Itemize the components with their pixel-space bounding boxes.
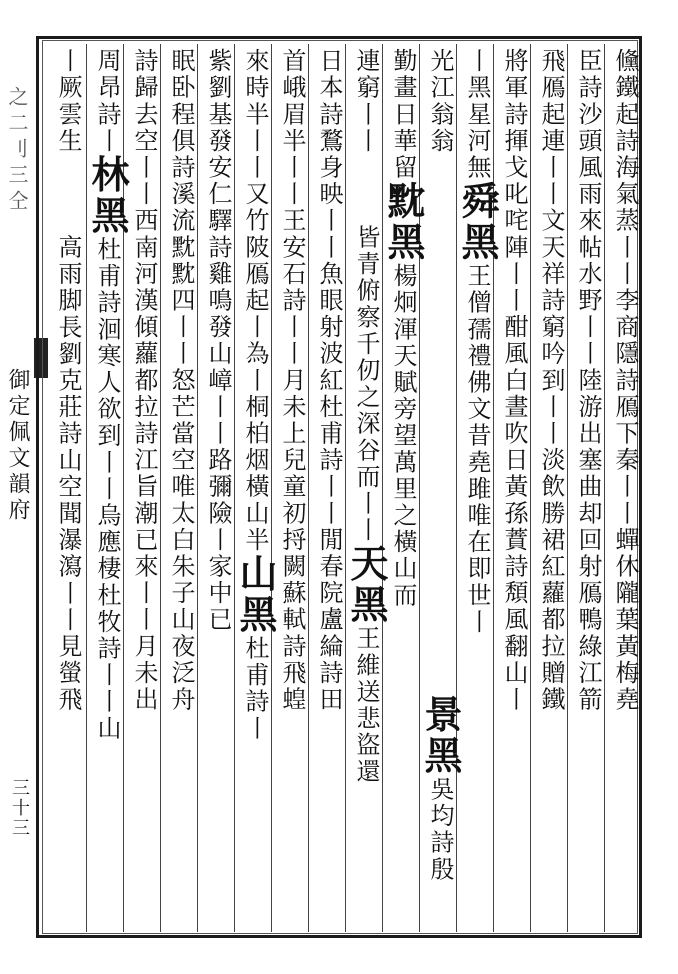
column-text: 連窮丨丨 <box>352 48 380 155</box>
column-text: 勤畫日華留 <box>389 48 417 181</box>
column-text: 悲盜還 <box>352 705 380 786</box>
column-text: 光江翁翁 <box>426 48 454 155</box>
text-column <box>198 48 238 932</box>
text-column <box>455 48 500 932</box>
edge-text: 之二刂三仝 <box>5 86 29 216</box>
column-text: 皆青俯察千仞之深谷而丨丨 <box>352 224 380 544</box>
text-column: 詩歸去空丨丨西南河漢傾蘿都拉詩江旨潮已來丨丨月未出 <box>130 48 158 713</box>
column-text: 杜甫詩洄寒人欲到丨丨烏應棲杜牧詩丨丨山 <box>93 236 121 742</box>
entry-heading: 天黑 <box>344 543 389 626</box>
entry-heading: 黕黑 <box>381 181 426 263</box>
column-text: 王僧孺禮佛文昔堯雎唯在即世丨 <box>463 263 491 636</box>
text-column <box>85 48 130 932</box>
text-column <box>418 48 463 932</box>
entry-heading: 山黑 <box>233 553 278 636</box>
column-text: 楊炯渾天賦旁望萬里之橫山而 <box>389 263 417 609</box>
column-text: 丨厥雲生 <box>54 48 82 155</box>
text-column: 臣詩沙頭風雨來帖水野丨丨陸游出塞曲却回射鴈鴨綠江箭 <box>574 48 602 713</box>
text-column <box>48 48 88 932</box>
column-text: 來時半丨丨又竹陂鴈起丨為丨桐柏烟橫山半 <box>241 48 269 554</box>
text-column <box>233 48 278 932</box>
text-column <box>344 48 389 932</box>
column-text: 丨家中已 <box>204 526 232 634</box>
text-column: 儵鐵起詩海氣蒸丨丨李商隱詩鴈下秦丨丨蟬休隴葉黃梅堯 <box>611 48 639 713</box>
entry-heading: 舜黑 <box>455 181 500 263</box>
column-text: 紫劉基發安仁驛詩雞鳴發山嶂丨丨路彌險 <box>204 48 232 527</box>
text-column: 首峨眉半丨丨王安石詩丨丨月未上兒童初捋闕蘇軾詩飛蝗 <box>278 48 306 713</box>
book-title: 御定佩文韻府 <box>5 368 30 524</box>
page-margin <box>0 38 34 938</box>
column-text: 杜甫詩丨 <box>241 635 269 742</box>
text-column: 日本詩鶩身映丨丨魚眼射波紅杜甫詩丨丨閒春院盧綸詩田 <box>315 48 343 713</box>
text-column: 眠卧程俱詩溪流黕黕四丨丨怒芒當空唯太白朱子山夜泛舟 <box>167 48 195 713</box>
text-column <box>381 48 426 932</box>
column-text: 王維送 <box>352 625 380 706</box>
column-text: 高雨脚長劉克莊詩山空聞瀑瀉丨丨見螢飛 <box>54 234 82 714</box>
entry-heading: 景黑 <box>418 694 463 777</box>
column-text: 丨黑星河無 <box>463 48 491 181</box>
text-column: 飛鴈起連丨丨文天祥詩窮吟到丨丨淡飲勝裙紅蘿都拉贈鐵 <box>537 48 565 713</box>
text-column: 將軍詩揮戈叱咤陣丨丨酣風白晝吹日黃孫蕡詩頽風翻山丨 <box>500 48 528 713</box>
page-number: 三十三 <box>9 778 30 838</box>
column-text: 周昂詩丨 <box>93 48 121 155</box>
entry-heading: 林黑 <box>85 154 130 237</box>
column-text: 吳均詩殷 <box>426 776 454 883</box>
